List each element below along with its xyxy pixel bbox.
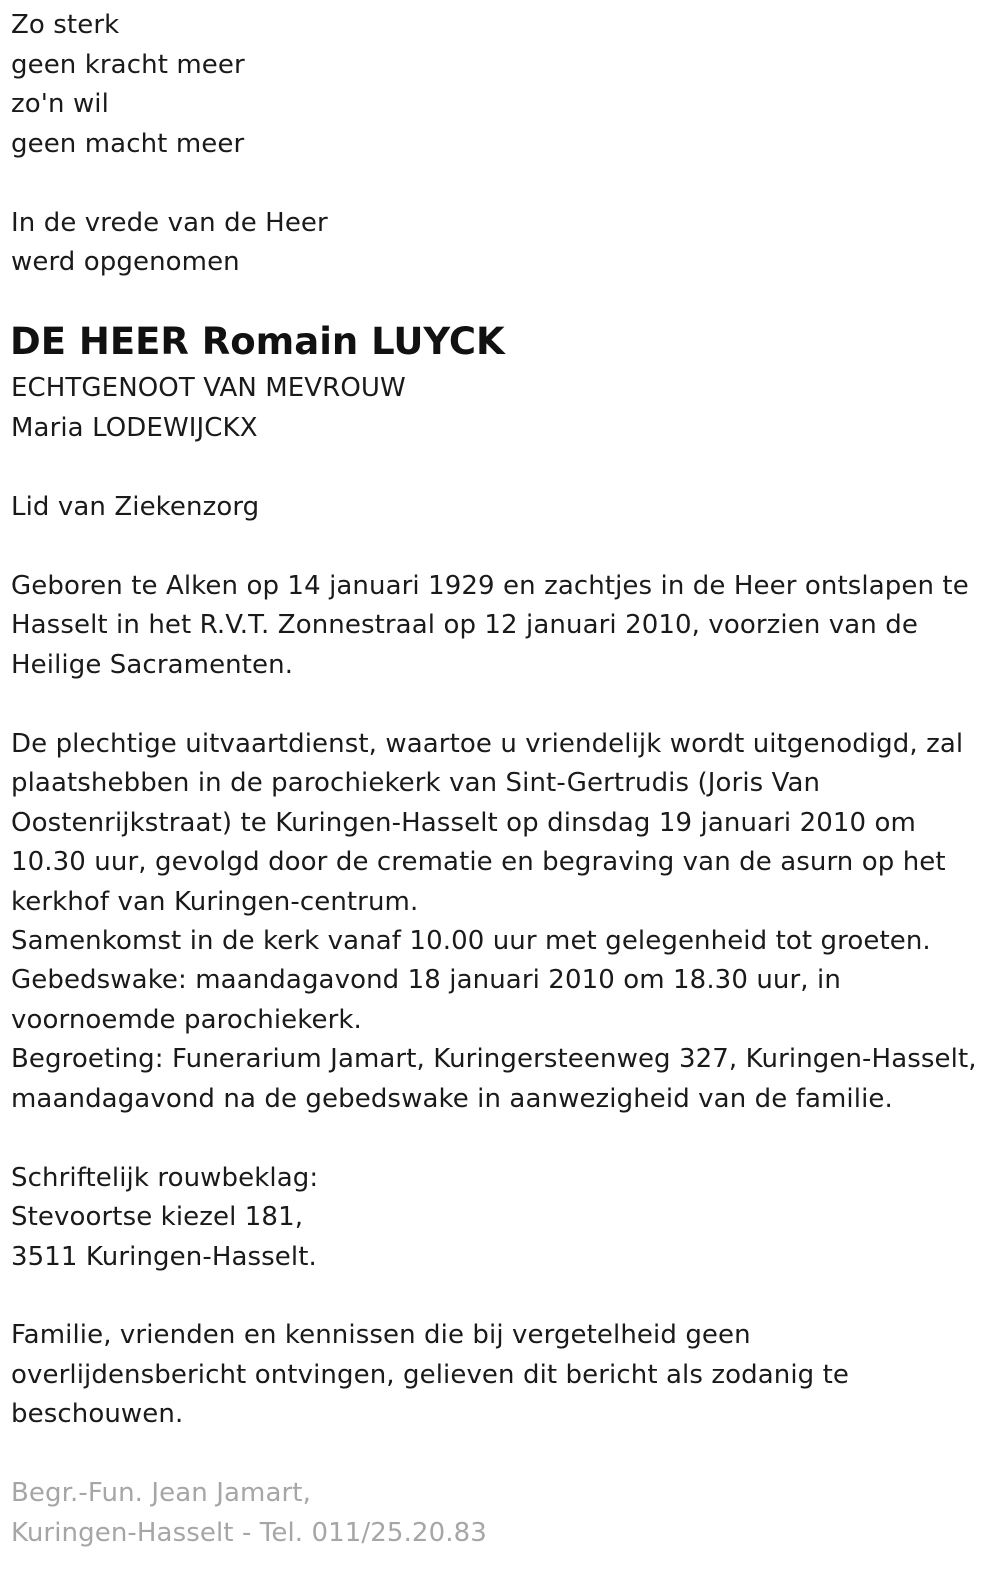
- footer-line-1: Begr.-Fun. Jean Jamart,: [11, 1478, 311, 1508]
- poem-line-3: zo'n wil: [11, 89, 109, 119]
- notice-line-3: beschouwen.: [11, 1399, 184, 1429]
- spouse-line-2: Maria LODEWIJCKX: [11, 413, 258, 443]
- service-line-10: maandagavond na de gebedswake in aanwezigheid van de familie.: [11, 1084, 893, 1114]
- poem-line-4: geen macht meer: [11, 129, 245, 159]
- service-line-1: De plechtige uitvaartdienst, waartoe u vriendelijk wordt uitgenodigd, zal: [11, 729, 964, 759]
- service-line-6: Samenkomst in de kerk vanaf 10.00 uur met gelegenheid tot groeten.: [11, 926, 931, 956]
- service-line-8: voornoemde parochiekerk.: [11, 1005, 362, 1035]
- service-line-5: kerkhof van Kuringen-centrum.: [11, 887, 419, 917]
- poem-line-1: Zo sterk: [11, 10, 120, 40]
- birth-death-line-3: Heilige Sacramenten.: [11, 650, 294, 680]
- service-line-2: plaatshebben in de parochiekerk van Sint-Gertrudis (Joris Van: [11, 768, 821, 798]
- condolences-line-1: Schriftelijk rouwbeklag:: [11, 1163, 319, 1193]
- service-line-4: 10.30 uur, gevolgd door de crematie en begraving van de asurn op het: [11, 847, 946, 877]
- spouse-line-1: ECHTGENOOT VAN MEVROUW: [11, 373, 406, 403]
- condolences-line-2: Stevoortse kiezel 181,: [11, 1202, 304, 1232]
- service-line-3: Oostenrijkstraat) te Kuringen-Hasselt op dinsdag 19 januari 2010 om: [11, 808, 916, 838]
- notice-line-1: Familie, vrienden en kennissen die bij vergetelheid geen: [11, 1320, 751, 1350]
- birth-death-line-2: Hasselt in het R.V.T. Zonnestraal op 12 januari 2010, voorzien van de: [11, 610, 918, 640]
- deceased-name: DE HEER Romain LUYCK: [10, 320, 505, 363]
- birth-death-line-1: Geboren te Alken op 14 januari 1929 en zachtjes in de Heer ontslapen te: [11, 571, 969, 601]
- service-line-9: Begroeting: Funerarium Jamart, Kuringersteenweg 327, Kuringen-Hasselt,: [11, 1044, 977, 1074]
- poem-line-2: geen kracht meer: [11, 50, 245, 80]
- intro-line-1: In de vrede van de Heer: [11, 208, 328, 238]
- notice-line-2: overlijdensbericht ontvingen, gelieven dit bericht als zodanig te: [11, 1360, 850, 1390]
- footer-line-2: Kuringen-Hasselt - Tel. 011/25.20.83: [11, 1518, 487, 1548]
- service-line-7: Gebedswake: maandagavond 18 januari 2010 om 18.30 uur, in: [11, 965, 841, 995]
- intro-line-2: werd opgenomen: [11, 247, 240, 277]
- condolences-line-3: 3511 Kuringen-Hasselt.: [11, 1242, 317, 1272]
- membership-text: Lid van Ziekenzorg: [11, 492, 260, 522]
